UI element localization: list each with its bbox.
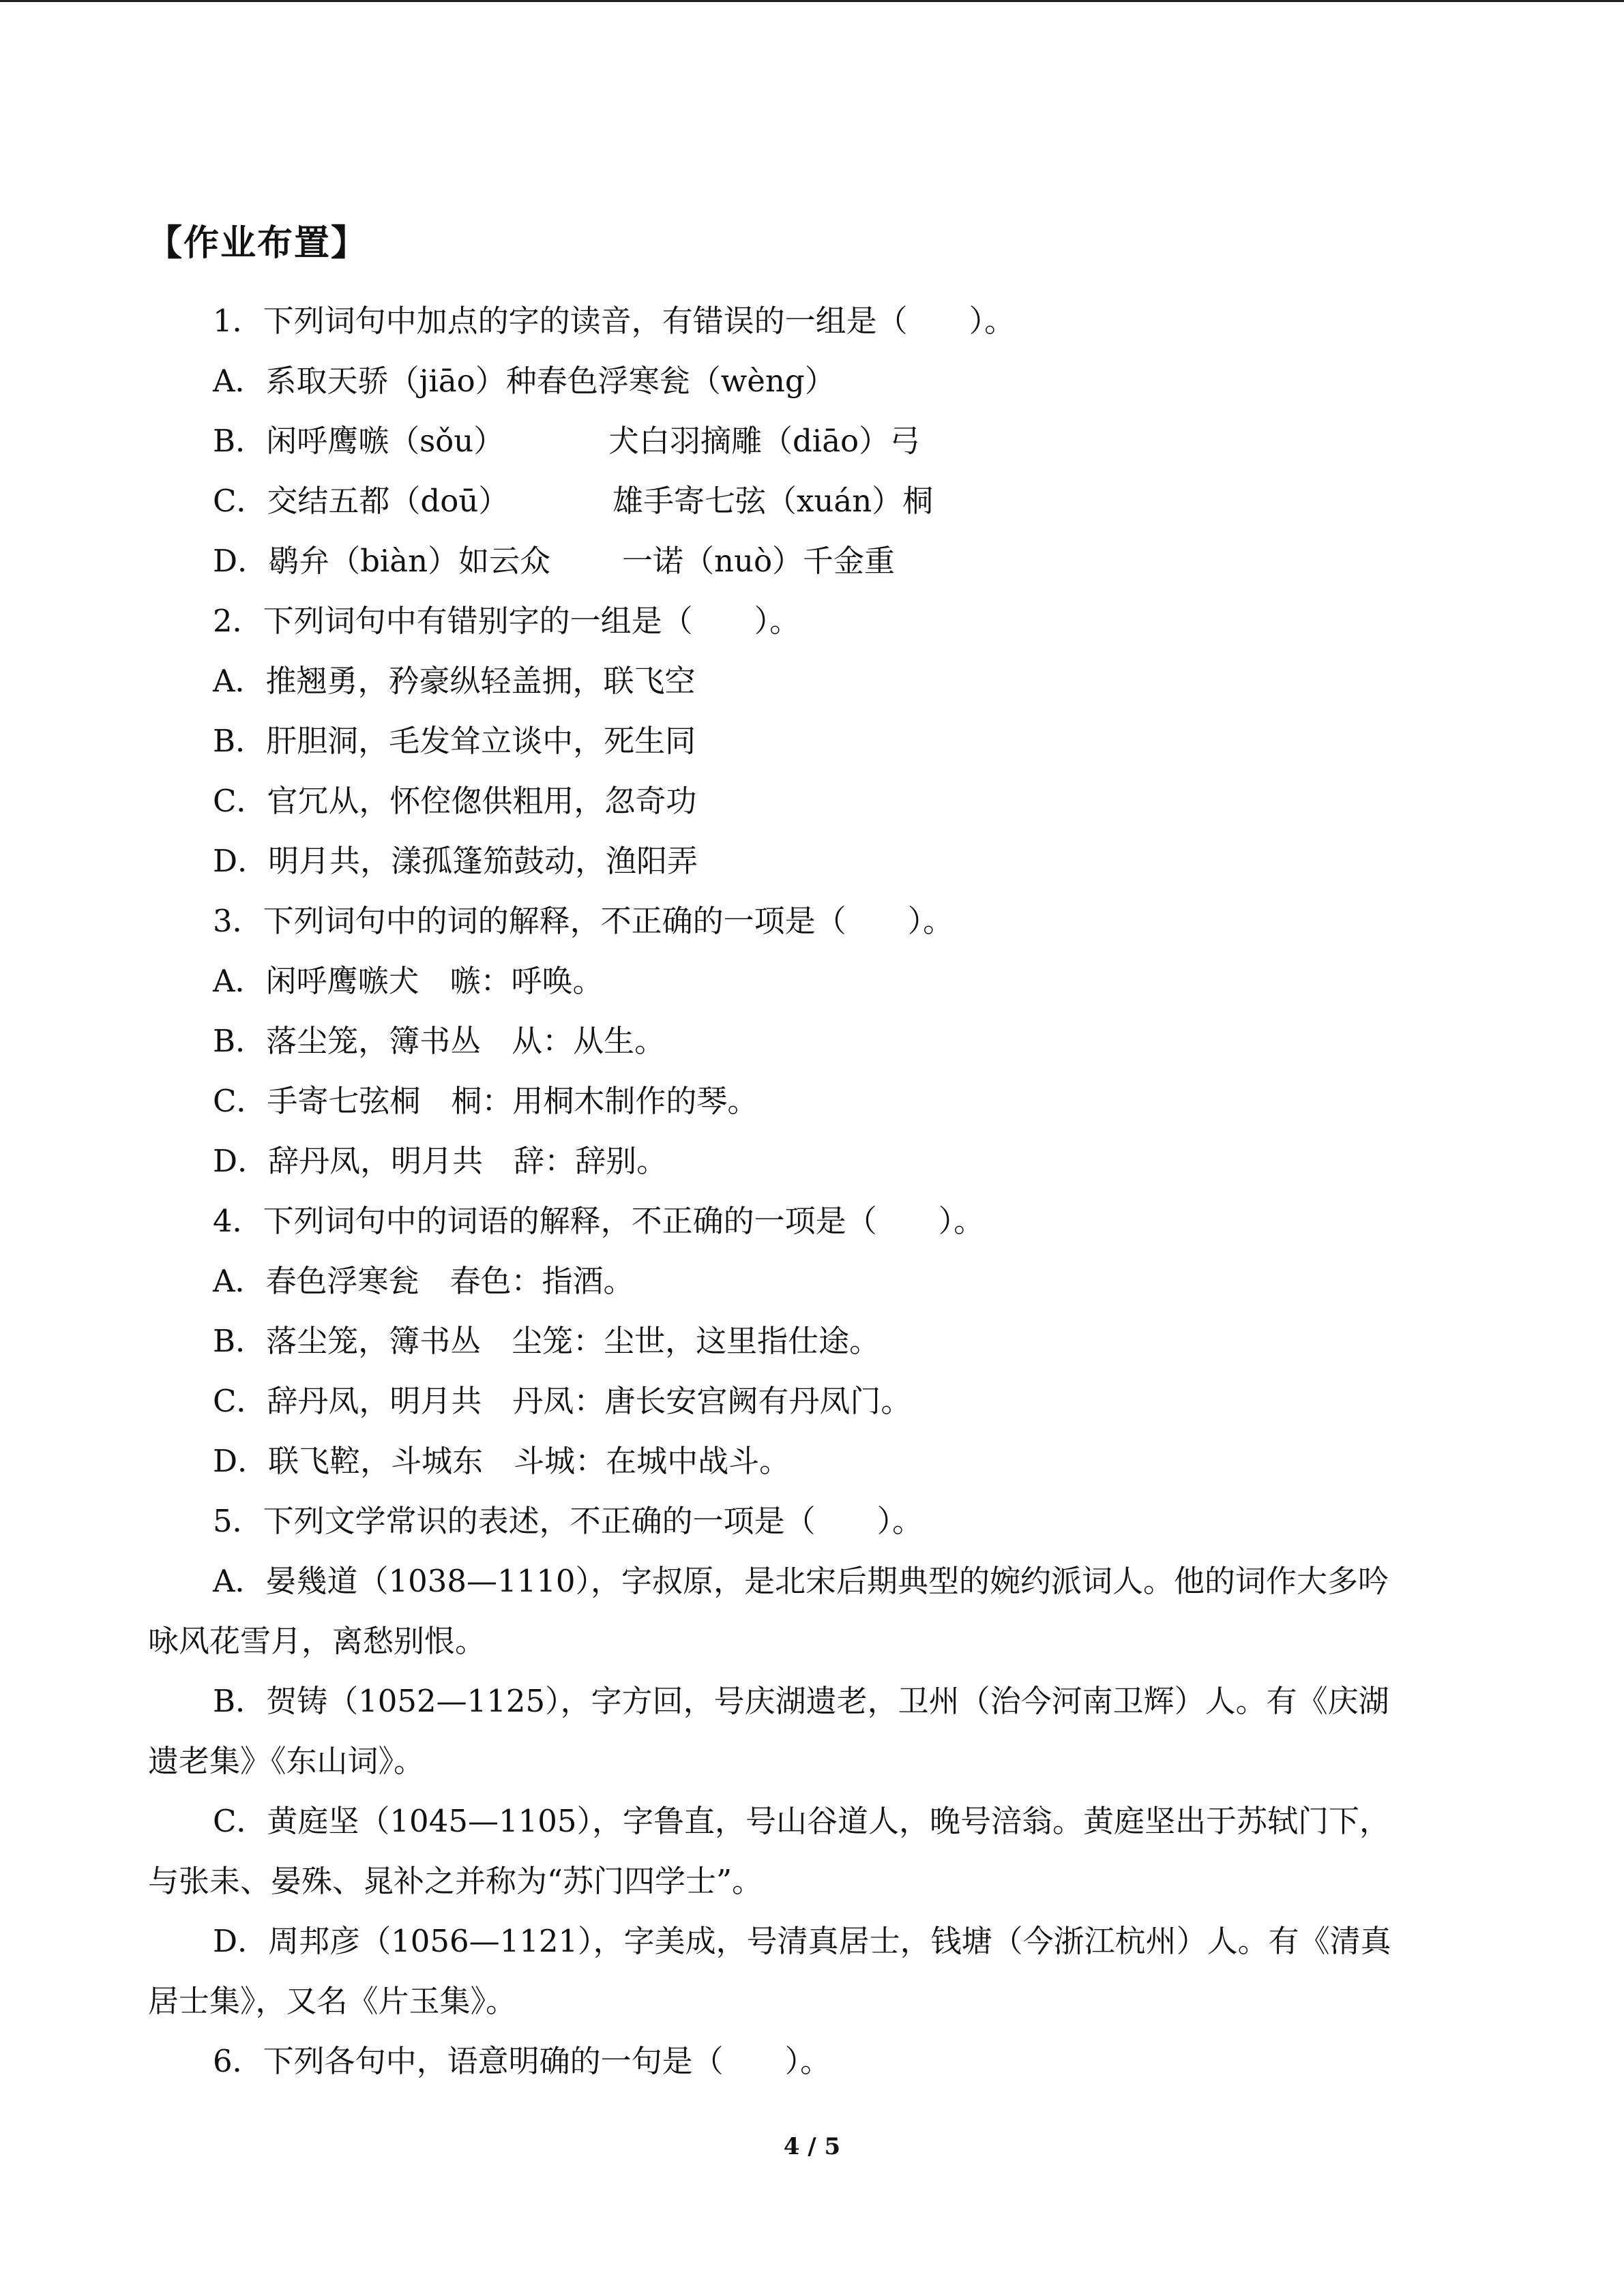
question-4-option-b: B．落尘笼，簿书丛 尘笼：尘世，这里指仕途。 (213, 1323, 881, 1359)
question-3-option-a: A．闲呼鹰嗾犬 嗾：呼唤。 (213, 963, 604, 999)
question-3-option-d: D．辞丹凤，明月共 辞：辞别。 (213, 1143, 668, 1179)
question-5-option-d-line2: 居士集》，又名《片玉集》。 (148, 1983, 517, 2019)
question-1-option-c-part1: C．交结五都（doū） (213, 483, 510, 519)
question-5-option-a-line2: 咏风花雪月，离愁别恨。 (148, 1623, 486, 1659)
question-2-option-a: A．推翘勇，矜豪纵轻盖拥，联飞空 (213, 663, 696, 699)
question-1-option-d (213, 541, 1304, 582)
question-2-option-b: B．肝胆洞，毛发耸立谈中，死生同 (213, 723, 696, 759)
question-5-stem: 5．下列文学常识的表述，不正确的一项是（ ）。 (213, 1503, 924, 1539)
question-4-stem: 4．下列词句中的词语的解释，不正确的一项是（ ）。 (213, 1203, 985, 1239)
question-3-option-b: B．落尘笼，簿书丛 从：从生。 (213, 1023, 666, 1059)
question-5-option-b-line2: 遗老集》《东山词》。 (148, 1743, 425, 1779)
question-1-option-a: A．系取天骄（jiāo）种春色浮寒瓮（wèng） (213, 363, 836, 399)
question-1-option-b (213, 421, 1304, 462)
question-5-option-d-line1: D．周邦彦（1056—1121），字美成，号清真居士，钱塘（今浙江杭州）人。有《清真 (213, 1923, 1391, 1959)
question-1-option-c-part2: 雄手寄七弦（xuán）桐 (612, 483, 934, 519)
question-3-option-c: C．手寄七弦桐 桐：用桐木制作的琴。 (213, 1083, 758, 1119)
question-2-option-d: D．明月共，漾孤篷笳鼓动，渔阳弄 (213, 843, 698, 879)
question-1-option-d-part1: D．鹖弁（biàn）如云众 (213, 543, 551, 579)
question-1-option-c (213, 481, 1304, 522)
question-3-stem: 3．下列词句中的词的解释，不正确的一项是（ ）。 (213, 903, 954, 939)
question-1-option-d-part2: 一诺（nuò）千金重 (622, 543, 896, 579)
question-5-option-c-line2: 与张耒、晏殊、晁补之并称为“苏门四学士”。 (148, 1863, 763, 1899)
question-4-option-c: C．辞丹凤，明月共 丹凤：唐长安宫阙有丹凤门。 (213, 1383, 912, 1419)
question-1-option-b-part1: B．闲呼鹰嗾（sǒu） (213, 423, 505, 459)
question-6-stem: 6．下列各句中，语意明确的一句是（ ）。 (213, 2043, 831, 2079)
question-2-stem: 2．下列词句中有错别字的一组是（ ）。 (213, 603, 801, 639)
question-5-option-a-line1: A．晏幾道（1038—1110），字叔原，是北宋后期典型的婉约派词人。他的词作大多吟 (213, 1563, 1389, 1599)
question-2-option-c: C．官冗从，怀倥偬供粗用，忽奇功 (213, 783, 697, 819)
question-4-option-a: A．春色浮寒瓮 春色：指酒。 (213, 1263, 634, 1299)
question-1-stem: 1．下列词句中加点的字的读音，有错误的一组是（ ）。 (213, 303, 1016, 339)
page-top-border (0, 0, 1624, 2)
question-5-option-b-line1: B．贺铸（1052—1125），字方回，号庆湖遗老，卫州（治今河南卫辉）人。有《庆湖 (213, 1683, 1389, 1719)
question-5-option-c-line1: C．黄庭坚（1045—1105），字鲁直，号山谷道人，晚号涪翁。黄庭坚出于苏轼门下， (213, 1803, 1390, 1839)
section-title: 【作业布置】 (147, 223, 368, 264)
question-1-option-b-part2: 犬白羽摘雕（diāo）弓 (608, 423, 921, 459)
page-number: 4 / 5 (783, 2133, 841, 2160)
question-4-option-d: D．联飞鞚，斗城东 斗城：在城中战斗。 (213, 1443, 791, 1479)
